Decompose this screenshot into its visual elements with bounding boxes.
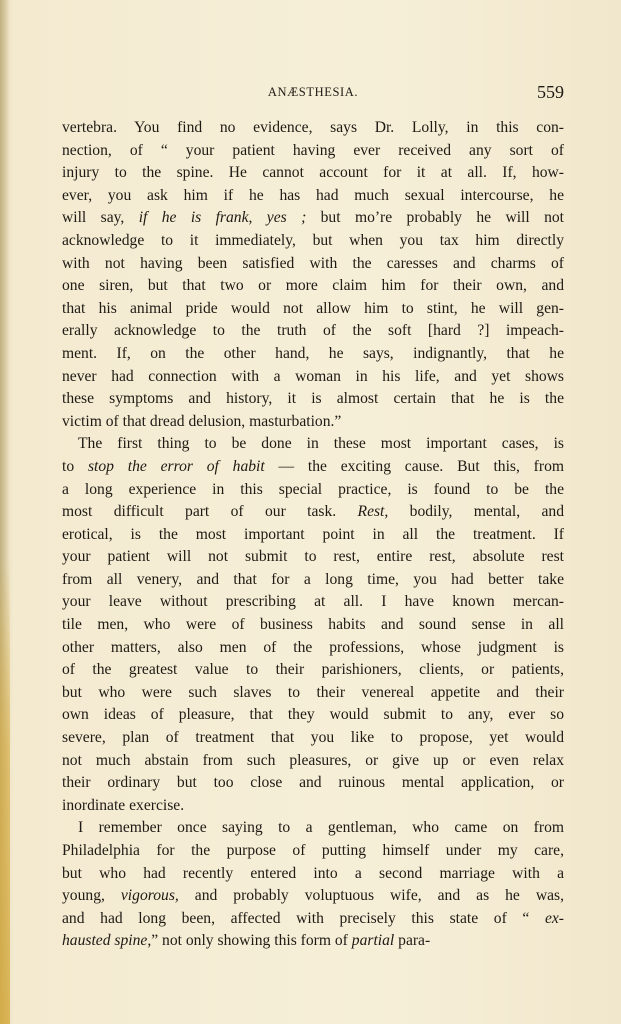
text-segment: most difficult part of our task. [62, 503, 358, 521]
italic-text: if he is frank, yes ; [138, 209, 307, 227]
text-line [62, 704, 564, 727]
text-segment: your leave without prescribing at all. I have known mercan- [62, 593, 564, 611]
text-line [62, 840, 564, 863]
italic-text: vigorous, [120, 887, 179, 905]
text-line [62, 569, 564, 592]
text-segment: ever, you ask him if he has had much sexual intercourse, he [62, 186, 564, 204]
text-segment: severe, plan of treatment that you like to propose, yet would [62, 729, 564, 747]
text-segment: vertebra. You find no evidence, says Dr. Lolly, in this con- [62, 119, 564, 136]
text-line [62, 388, 564, 411]
text-segment: and had long been, affected with precisely this state of “ [62, 909, 545, 927]
text-segment: other matters, also men of the professions, whose judgment is [62, 638, 564, 656]
text-line [62, 298, 564, 321]
text-segment: their ordinary but too close and ruinous mental application, or [62, 774, 564, 792]
body-text [62, 117, 564, 953]
text-line [62, 817, 564, 840]
text-segment: victim of that dread delusion, masturbation.” [62, 412, 342, 430]
text-line [62, 750, 564, 773]
text-line [62, 479, 564, 502]
text-segment: not much abstain from such pleasures, or give up or even relax [62, 751, 564, 769]
page-edge-stain [0, 560, 10, 1024]
text-segment: injury to the spine. He cannot account for it at all. If, how- [62, 164, 564, 182]
italic-text: hausted spine, [62, 932, 152, 950]
text-line [62, 117, 564, 140]
text-segment: nection, of “ your patient having ever received any sort of [62, 141, 564, 159]
text-segment: tile men, who were of business habits and sound sense in all [62, 616, 564, 634]
text-segment: these symptoms and history, it is almost certain that he is the [62, 390, 564, 408]
text-segment: ment. If, on the other hand, he says, indignantly, that he [62, 344, 564, 362]
text-line [62, 682, 564, 705]
text-line [62, 501, 564, 524]
text-segment: but mo’re probably he will not [306, 209, 564, 227]
text-segment: never had connection with a woman in his life, and yet shows [62, 367, 564, 385]
italic-text: Rest, [357, 503, 389, 521]
text-segment: from all venery, and that for a long time, you had better take [62, 570, 564, 588]
running-head: ANÆSTHESIA. [267, 85, 359, 99]
text-line [62, 930, 564, 953]
text-line [62, 230, 564, 253]
text-segment: a long experience in this special practice, is found to be the [62, 480, 564, 498]
text-line [62, 456, 564, 479]
text-segment: with not having been satisfied with the caresses and charms of [62, 254, 564, 272]
text-segment: that his animal pride would not allow him to stint, he will gen- [62, 299, 564, 317]
text-line [62, 637, 564, 660]
text-segment: of the greatest value to their parishioners, clients, or patients, [62, 661, 564, 679]
text-line [62, 320, 564, 343]
text-line [62, 863, 564, 886]
text-segment: will say, [62, 209, 139, 227]
text-line [62, 659, 564, 682]
text-segment: but who were such slaves to their venereal appetite and their [62, 683, 564, 701]
text-line [62, 140, 564, 163]
text-line [62, 185, 564, 208]
text-segment: your patient will not submit to rest, entire rest, absolute rest [62, 548, 564, 566]
text-line [62, 411, 564, 434]
text-segment: and probably voluptuous wife, and as he was, [178, 887, 564, 905]
text-segment: — the exciting cause. But this, from [264, 457, 564, 475]
text-line [62, 795, 564, 818]
text-segment: I remember once saying to a gentleman, who came on from [78, 819, 564, 837]
page-header [62, 82, 564, 102]
text-line [62, 772, 564, 795]
italic-text: stop the error of habit [87, 457, 265, 475]
text-line [62, 727, 564, 750]
text-line [62, 207, 564, 230]
text-line [62, 253, 564, 276]
text-segment: para- [394, 932, 431, 950]
italic-text: ex- [544, 909, 564, 927]
text-line [62, 343, 564, 366]
text-segment: erotical, is the most important point in all the treatment. If [62, 525, 564, 543]
text-segment: The first thing to be done in these most important cases, is [78, 435, 564, 453]
text-line [62, 614, 564, 637]
text-segment: acknowledge to it immediately, but when you tax him directly [62, 231, 564, 249]
text-line [62, 908, 564, 931]
italic-text: partial [351, 932, 395, 950]
text-segment: to [62, 457, 88, 475]
text-line [62, 366, 564, 389]
text-line [62, 162, 564, 185]
text-segment: inordinate exercise. [62, 796, 185, 814]
text-segment: ” not only showing this form of [151, 932, 352, 950]
text-segment: but who had recently entered into a second marriage with a [62, 864, 564, 882]
text-line [62, 275, 564, 298]
text-segment: erally acknowledge to the truth of the soft [hard ?] impeach- [62, 322, 564, 340]
text-segment: young, [62, 887, 121, 905]
text-line [62, 885, 564, 908]
page-number: 559 [537, 82, 564, 102]
text-segment: bodily, mental, and [388, 503, 564, 521]
text-line [62, 433, 564, 456]
text-segment: Philadelphia for the purpose of putting himself under my care, [62, 842, 564, 859]
text-segment: own ideas of pleasure, that they would submit to any, ever so [62, 706, 564, 724]
text-line [62, 546, 564, 569]
text-segment: one siren, but that two or more claim him for their own, and [62, 277, 564, 295]
text-line [62, 591, 564, 614]
text-line [62, 524, 564, 547]
